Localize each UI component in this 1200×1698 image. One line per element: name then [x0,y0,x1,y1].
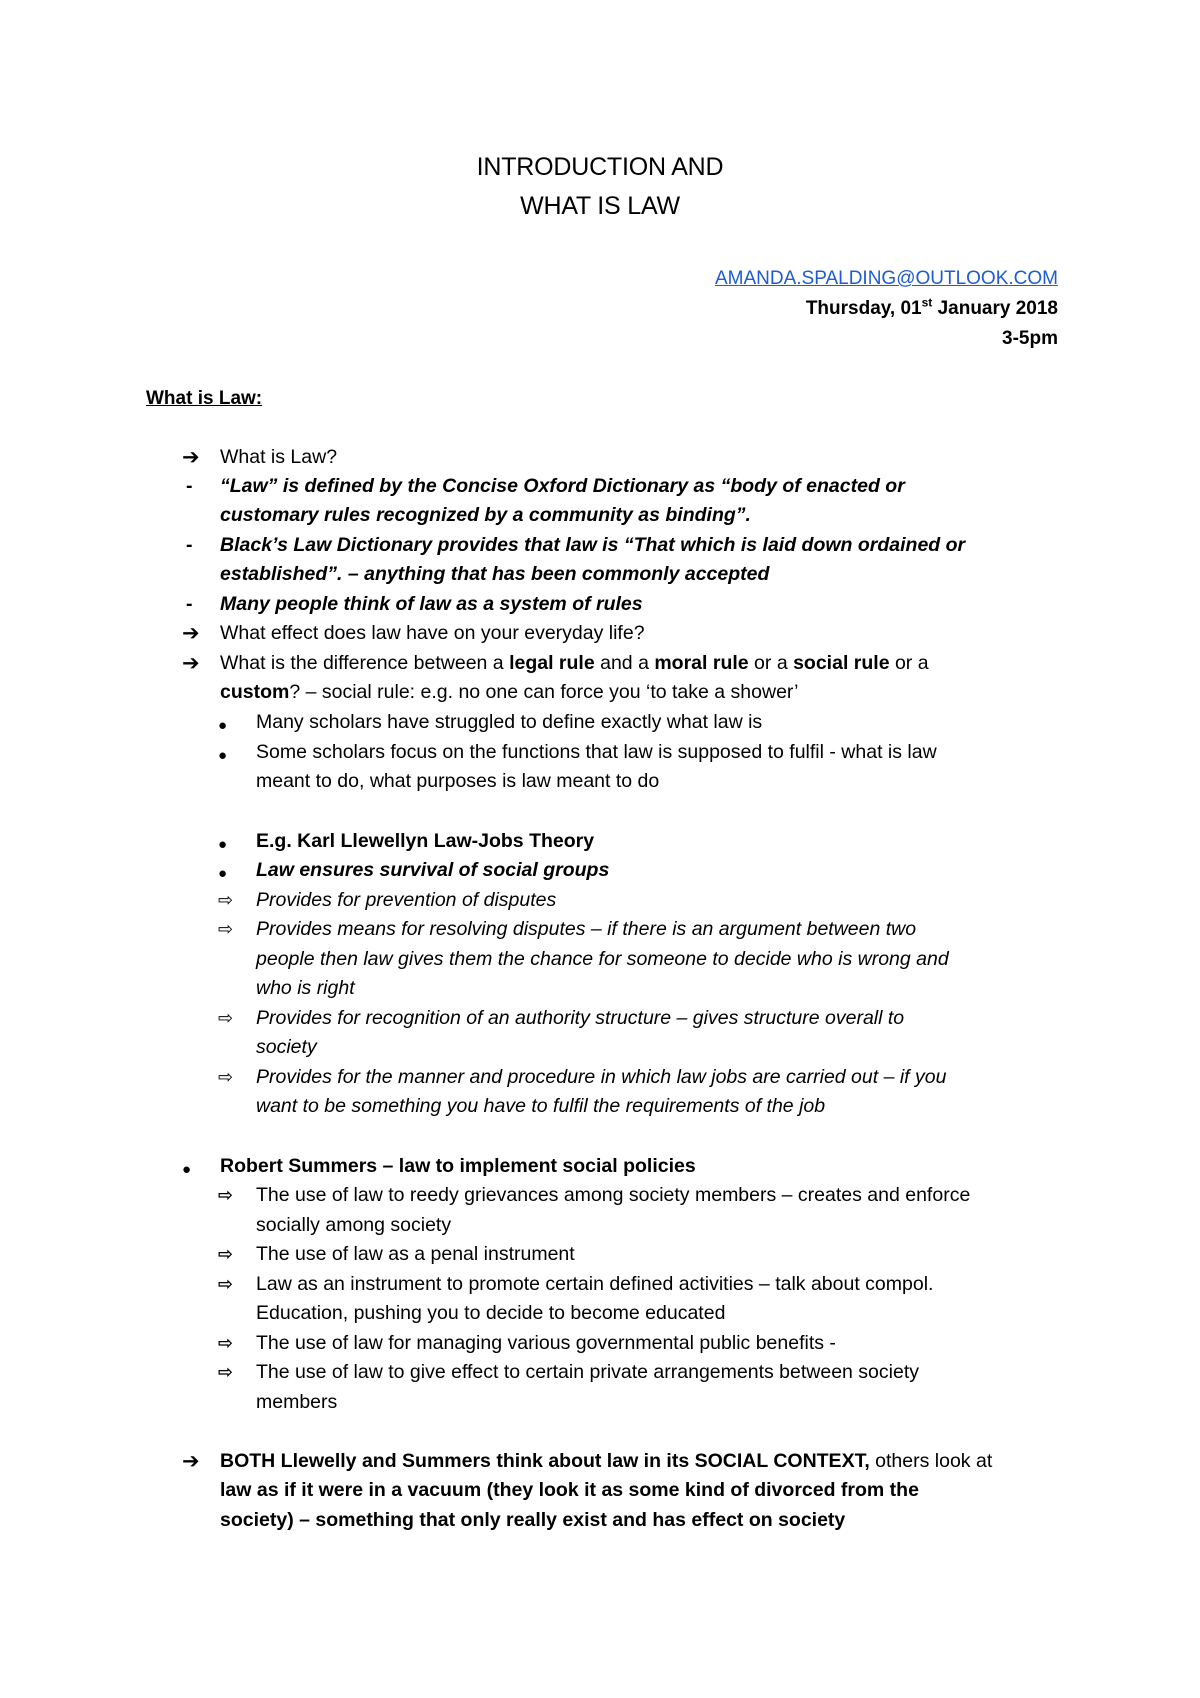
hollow-arrow-icon: ⇨ [218,919,234,939]
bullet-icon: ● [182,1161,192,1178]
document-page: INTRODUCTION AND WHAT IS LAW AMANDA.SPALDING@OUTLOOK.COM Thursday, 01st January 2018 3-5pm What is Law: ➔ What is Law? - “Law” is defined by the Concise Oxford Dictionary as “body of enacted or customary rules recognized by a community as binding”. - Black’s Law Dictionary provides that law is “That which is laid down ordained or established”. – anything that has been commonly accepted - Many people think of law as a system of rules ➔ What effect does law have on your everyday life? ➔ What is the difference between a legal rule and a moral rule or a social rule or a custom? – social rule: e.g. no one can force you ‘to take a shower’ ● Many scholars have struggled to define exactly what law is ● Some scholars focus on the functions that law is supposed to fulfil - what is law meant to do, what purposes is law meant to do ● E.g. Karl Llewellyn Law-Jobs Theory ● Law ensures survival of social groups ⇨ Provides for prevention of disputes ⇨ Provides means for resolving disputes – if there is an argument between two people then law gives them the chance for someone to decide who is wrong and who is right ⇨ Provides for recognition of an authority structure – gives structure overall to society ⇨ Provides for the manner and procedure in which law jobs are carried out – if you want to be something you have to fulfil the requirements of the job ● Robert Summers – law to implement social policies ⇨ The use of law to reedy grievances among society members – creates and enforce socially among society ⇨ The use of law as a penal instrument ⇨ Law as an instrument to promote certain defined activities – talk about compol. Education, pushing you to decide to become educated ⇨ The use of law for managing various governmental public benefits - ⇨ The use of law to give effect to certain private arrangements between society members ➔ BOTH Llewelly and Summers think about law in its SOCIAL CONTEXT, others look at law as if it were in a vacuum (they look it as some kind of divorced from the society) – something that only really exist and has effect on society [0,0,1200,1698]
document-title-line2: WHAT IS LAW [520,192,680,220]
author-email-link[interactable]: AMANDA.SPALDING@OUTLOOK.COM [714,268,1058,289]
hollow-arrow-icon: ⇨ [218,1067,234,1087]
dash-marker: - [186,593,193,615]
lecture-date: Thursday, 01st January 2018 [805,295,1058,319]
arrow-icon: ➔ [182,446,200,469]
bullet-icon: ● [218,717,228,734]
hollow-arrow-icon: ⇨ [218,1244,234,1264]
bullet-icon: ● [218,747,228,764]
arrow-icon: ➔ [182,1450,200,1473]
dash-marker: - [186,534,193,556]
hollow-arrow-icon: ⇨ [218,1008,234,1028]
hollow-arrow-icon: ⇨ [218,1333,234,1353]
bullet-icon: ● [218,865,228,882]
hollow-arrow-icon: ⇨ [218,1274,234,1294]
lecture-time: 3-5pm [1002,328,1058,349]
document-title-line1: INTRODUCTION AND [476,153,724,181]
section-heading: What is Law: [146,388,263,409]
arrow-icon: ➔ [182,652,200,675]
hollow-arrow-icon: ⇨ [218,1185,234,1205]
author-email-line [715,265,1058,293]
hollow-arrow-icon: ⇨ [218,890,234,910]
hollow-arrow-icon: ⇨ [218,1362,234,1382]
bullet-icon: ● [218,836,228,853]
dash-marker: - [186,475,193,497]
arrow-icon: ➔ [182,622,200,645]
